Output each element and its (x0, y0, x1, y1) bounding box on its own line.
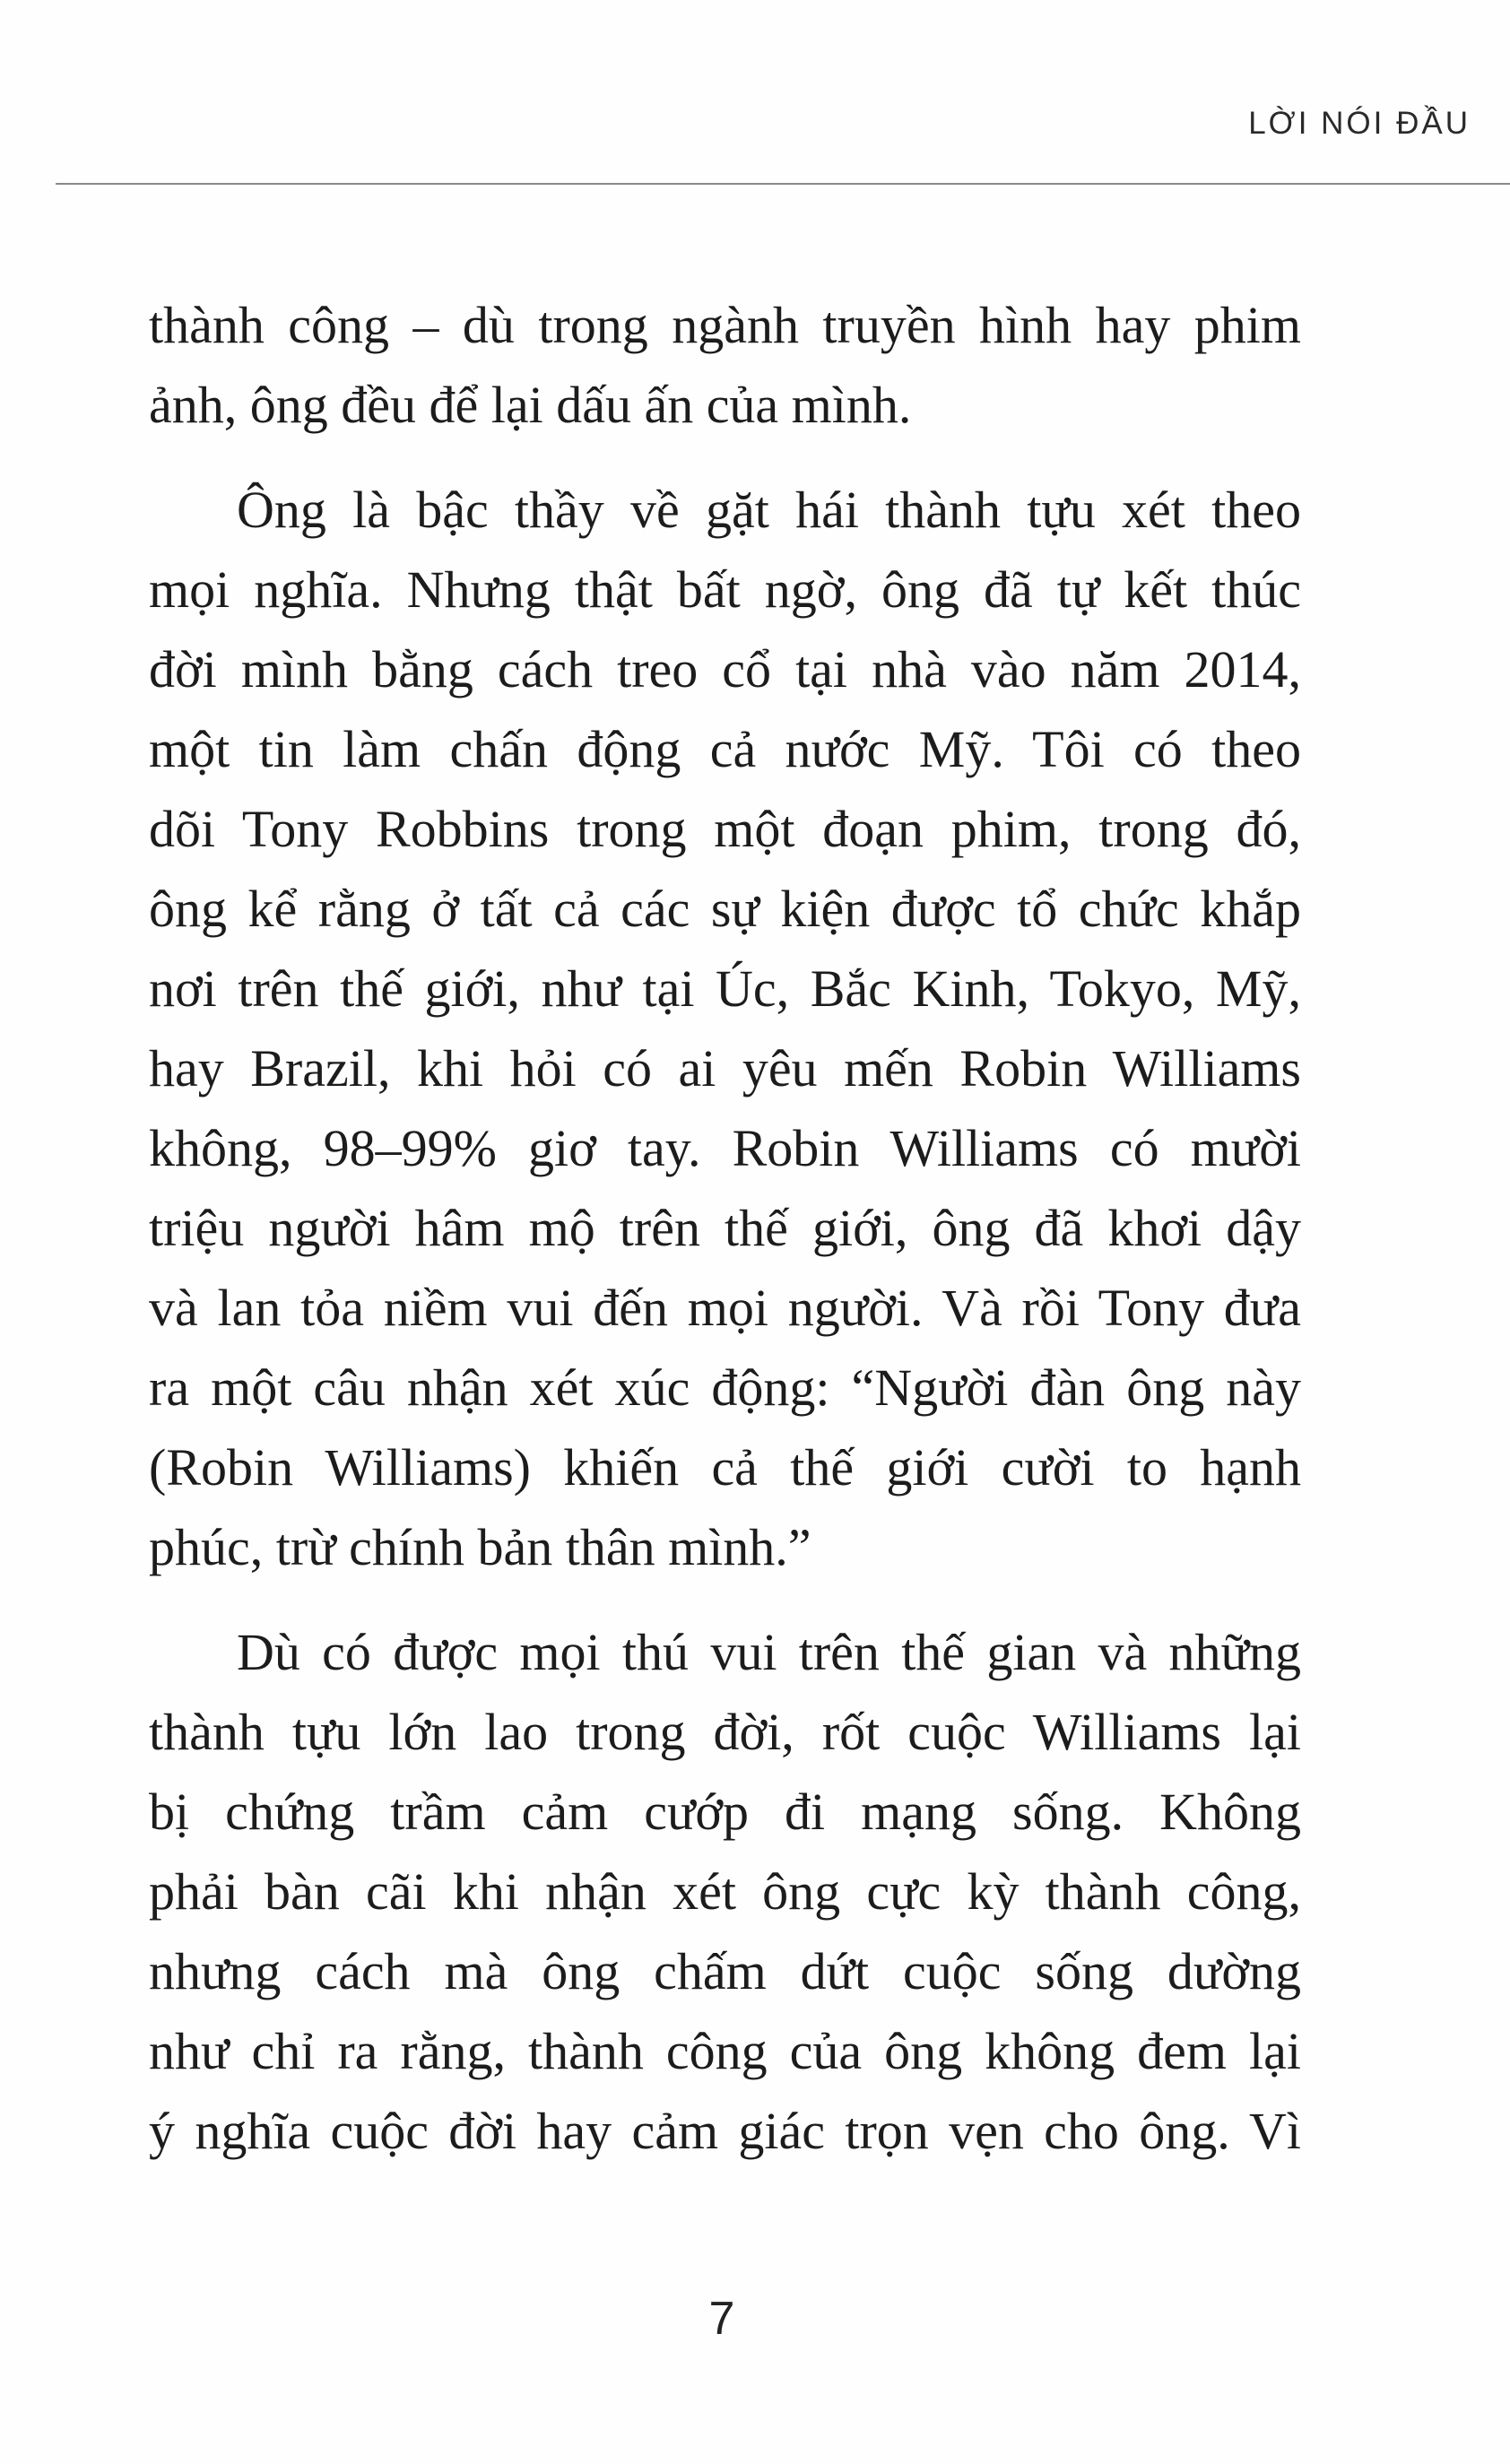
running-header-title: LỜI NÓI ĐẦU (1248, 106, 1471, 141)
text-line: mọi nghĩa. Nhưng thật bất ngờ, ông đã tự kết thúc (149, 560, 1301, 619)
text-line: nhưng cách mà ông chấm dứt cuộc sống dường (149, 1942, 1301, 2000)
text-line: phúc, trừ chính bản thân mình.” (149, 1518, 811, 1576)
text-line: Dù có được mọi thú vui trên thế gian và những (237, 1623, 1301, 1681)
text-line: ông kể rằng ở tất cả các sự kiện được tổ chức khắp (149, 880, 1301, 938)
text-line: (Robin Williams) khiến cả thế giới cười to hạnh (149, 1438, 1301, 1497)
text-line: triệu người hâm mộ trên thế giới, ông đã khơi dậy (149, 1199, 1301, 1257)
text-line: không, 98–99% giơ tay. Robin Williams có mười (149, 1119, 1301, 1177)
text-line: ý nghĩa cuộc đời hay cảm giác trọn vẹn cho ông. Vì (149, 2102, 1301, 2160)
text-line: và lan tỏa niềm vui đến mọi người. Và rồi Tony đưa (149, 1279, 1301, 1337)
paragraph-3 (149, 1612, 1301, 2171)
paragraph-2 (149, 470, 1301, 1587)
text-line: một tin làm chấn động cả nước Mỹ. Tôi có theo (149, 720, 1301, 778)
paragraph-1 (149, 285, 1301, 445)
text-line: dõi Tony Robbins trong một đoạn phim, trong đó, (149, 800, 1301, 858)
text-line: bị chứng trầm cảm cướp đi mạng sống. Không (149, 1783, 1301, 1841)
body-text (149, 285, 1301, 2196)
text-line: như chỉ ra rằng, thành công của ông không đem lại (149, 2022, 1301, 2080)
text-line: hay Brazil, khi hỏi có ai yêu mến Robin Williams (149, 1039, 1301, 1098)
text-line: Ông là bậc thầy về gặt hái thành tựu xét theo (237, 481, 1301, 539)
text-line: ra một câu nhận xét xúc động: “Người đàn ông này (149, 1358, 1301, 1417)
text-line: đời mình bằng cách treo cổ tại nhà vào năm 2014, (149, 640, 1301, 698)
header-divider (56, 183, 1510, 185)
page-number: 7 (708, 2293, 735, 2345)
text-line: ảnh, ông đều để lại dấu ấn của mình. (149, 376, 912, 434)
text-line: thành tựu lớn lao trong đời, rốt cuộc Williams lại (149, 1703, 1301, 1761)
text-line: thành công – dù trong ngành truyền hình hay phim (149, 296, 1301, 354)
text-line: nơi trên thế giới, như tại Úc, Bắc Kinh, Tokyo, Mỹ, (149, 959, 1301, 1018)
text-line: phải bàn cãi khi nhận xét ông cực kỳ thành công, (149, 1862, 1301, 1921)
